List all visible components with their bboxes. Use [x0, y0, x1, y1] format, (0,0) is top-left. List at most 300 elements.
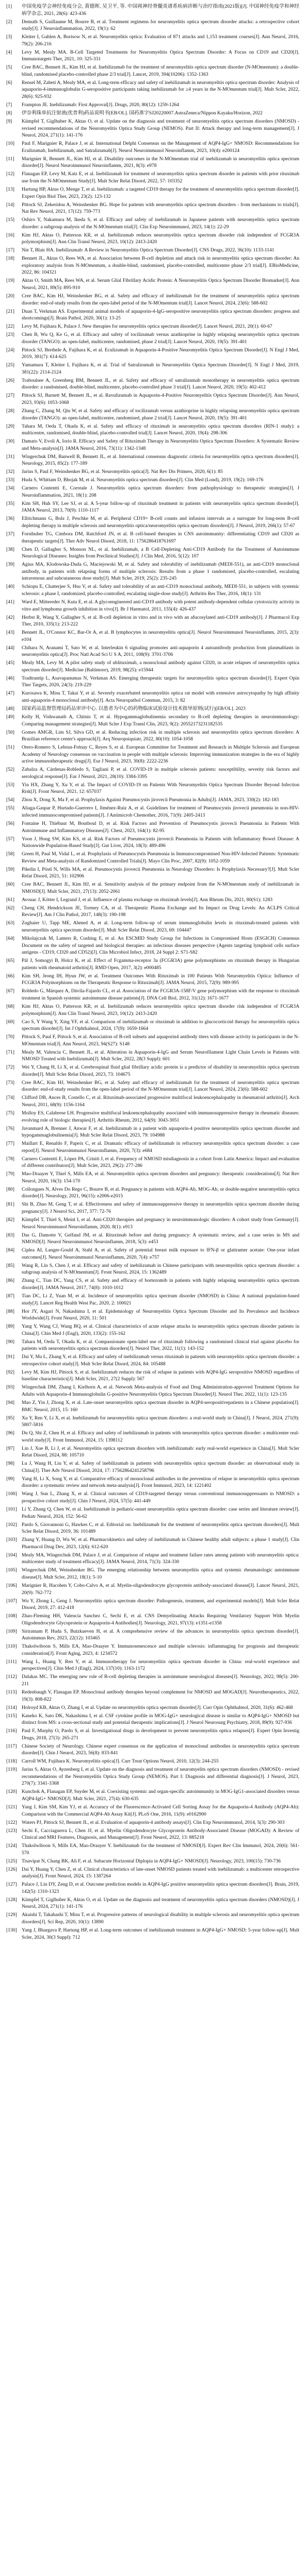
reference-text: Chinese Society of Neurology. Chinese expert consensus on the application of monoclonal antibodies in neuromyelitis optica spectrum disorder[J]. Chin J Neurol, 2023, 56(8): 833-841: [22, 1743, 299, 1756]
reference-item: [6, 836, 299, 850]
reference-number: [56]: [6, 821, 14, 827]
reference-text: Du Q, Shi Z, Chen H, et al. Efficacy and safety of inebilizumab in patients with neuromyelitis optica spectrum disorder: a multicenter real-world study[J]. Front Immunol, 2024, 15: 1398112: [22, 1430, 299, 1443]
reference-number: [103]: [6, 1537, 17, 1543]
reference-item: [6, 599, 299, 613]
reference-item: [6, 675, 299, 689]
reference-text: Rensel M, Zabeti A, Mealy MA, et al. Long-term efficacy and safety of inebilizumab in neuromyelitis optica spectrum disorder: Analysis of aquaporin-4-immunoglobulin G-seropositive participants taking inebilizumab for ≥4 years in the N-MOmentum trial[J]. Mult Scler, 2022, 28(6): 925-932: [22, 79, 299, 100]
reference-number: [45]: [6, 660, 14, 666]
reference-number: [74]: [6, 1095, 14, 1101]
reference-item: [6, 1019, 299, 1032]
reference-text: Nie T, Blair HA. Inebilizumab: A Review in Neuromyelitis Optica Spectrum Disorder[J]. CNS Drugs, 2022, 36(10): 1133-1141: [22, 247, 275, 253]
reference-number: [78]: [6, 1156, 14, 1162]
reference-number: [72]: [6, 1064, 14, 1071]
reference-text: Wang R, Lin S, Chen J, et al. Efficacy and safety of inebilizumab in Chinese participants with neuromyelitis optica spectrum disorder: a subgroup analysis of N-MOmentum[J]. Front Neurol, 2024, 15: 1362489: [22, 1262, 299, 1276]
reference-number: [126]: [6, 1866, 17, 1872]
reference-item: [6, 1064, 299, 1078]
reference-number: [108]: [6, 1613, 17, 1619]
reference-item: [6, 1858, 299, 1865]
reference-text: Yin HX, Zhang Y, Xu Y, et al. The Impact of COVID-19 on Patients With Neuromyelitis Optica Spectrum Disorder Beyond Infection Risk[J]. Front Neurol, 2021, 12: 657037: [22, 782, 299, 795]
reference-number: [84]: [6, 1247, 14, 1253]
reference-text: Chen B, Wu Q, Ke G, et al. Efficacy and safety of tocilizumab versus azathioprine in highly relapsing neuromyelitis optica spectrum disorder (TANGO): an open-label, multicentre, randomised, phase 2 trial[J]. Lancet Neurol, 2020, 19(5): 391-401: [22, 332, 299, 345]
reference-item: [6, 438, 299, 452]
reference-number: [92]: [6, 1369, 14, 1375]
reference-text: Zhou X, Dong X, Ma F, et al. Prophylaxis Against Pneumocystis jirovecii Pneumonia in Adults[J]. JAMA, 2023, 330(2): 182-183: [22, 797, 279, 803]
reference-text: Maillart E, Renaldo F, Papeix C, et al. Dramatic efficacy of inebilizumab in refractory neuromyelitis optica spectrum disorder: a case report[J]. Neurol Neuroimmunol Neuroinflamm, 2020, 7(3): e684: [22, 1141, 299, 1154]
reference-item: [6, 1323, 299, 1337]
reference-text: Xu Y, Ren Y, Li X, et al. Inebilizumab for neuromyelitis optica spectrum disorders: a real-world study in China[J]. J Neurol, 2024, 271(9): 5807-5816: [22, 1415, 299, 1428]
reference-item: [6, 973, 299, 987]
reference-text: Jarius S, Aktas O, Ayzenberg I, et al. Update on the diagnosis and treatment of neuromyelits optica spectrum disorders (NMOSD) - revised recommendations of the Neuromyelitis Optica Study Group (NEMOS). Part I: Diagnosis and differential diagnosis[J]. J Neurol, 2023, 270(7): 3341-3368: [22, 1767, 299, 1787]
reference-text: Tradtrantip L, Asavapanumas N, Verkman AS. Emerging therapeutic targets for neuromyelitis optica spectrum disorder[J]. Expert Opin Ther Targets, 2020, 24(3): 219-229: [22, 675, 299, 688]
reference-number: [128]: [6, 1896, 17, 1903]
reference-item: [6, 920, 299, 934]
reference-text: Thakolwiboon S, Mills EA, Mao-Draayer Y. Immunosenescence and multiple sclerosis: inflammaging for prognosis and therapeutic consideration[J]. Front Aging, 2023, 4: 1234572: [22, 1643, 299, 1656]
reference-text: Clifford DB, Ances B, Costello C, et al. Rituximab-associated progressive multifocal leukoencephalopathy in rheumatoid arthritis[J]. Arch Neurol, 2011, 68(9): 1156-1164: [22, 1095, 299, 1108]
reference-item: [6, 232, 299, 246]
reference-number: [17]: [6, 247, 14, 253]
reference-number: [37]: [6, 531, 14, 537]
reference-number: [1]: [6, 4, 12, 9]
reference-item: [6, 1369, 299, 1383]
reference-number: [75]: [6, 1110, 14, 1116]
reference-number: [107]: [6, 1598, 17, 1604]
reference-text: Wei Y, Chang H, Li X, et al. Cerebrospinal fluid glial fibrillary acidic protein is a predictor of disability in neuromyelitis optica spectrum disorder[J]. Mult Scler Relat Disord, 2023, 73: 104675: [22, 1064, 299, 1077]
reference-number: [70]: [6, 1034, 14, 1040]
reference-number: [6]: [6, 79, 12, 86]
reference-text: Lu J, Wang H, Liu Y, et al. Safety of inebilizumab in patients with neuromyelitis optica spectrum disorder: an observational study in China[J]. Ther Adv Neurol Disord, 2024, 17: 17562864241258796: [22, 1461, 299, 1473]
reference-text: Dai Y, Ma L, Zhang Y, et al. Efficacy and safety of inebilizumab versus rituximab in patients with neuromyelitis optica spectrum disorder: a retrospective cohort study[J]. Mult Scler Relat Disord, 2024, 84: 105488: [22, 1354, 299, 1367]
reference-text: Otero-Romero S, Lebrun-Frénay C, Reyes S, et al. European Committee for Treatment and Research in Multiple Sclerosis and European Academy of Neurology consensus on vaccination in people with multiple sclerosis: Improving immunization strategies in the era of highly active immunotherapeutic drugs[J]. Eur J Neurol, 2023, 30(8): 2222-2236: [22, 744, 299, 765]
reference-item: [6, 392, 299, 406]
reference-item: [6, 766, 299, 780]
reference-text: Lin J, Xue B, Li J, et al. Neuromyelitis optica spectrum disorders with inebilizumab: early real-world experience in China[J]. Mult Scler Relat Disord, 2024, 88: 105710: [22, 1445, 299, 1459]
reference-number: [8]: [6, 110, 12, 116]
reference-number: [121]: [6, 1804, 17, 1810]
reference-item: [6, 515, 299, 529]
reference-item: [6, 1536, 299, 1550]
reference-text: Yoon J, Hong SW, Kim KS, et al. Risk Factors of Pneumocystis jirovecii Pneumonia in Patients with Inflammatory Bowel Disease: A Nationwide Population-Based Study[J]. Gut Liver, 2024, 18(3): 489-496: [22, 836, 299, 849]
reference-item: [6, 1842, 299, 1856]
reference-text: Wingerchuk DM, Zhang I, Kielhorn A, et al. Network Meta-analysis of Food and Drug Administration-approved Treatment Options for Adults with Aquaporin-4 Immunoglobulin G-positive Neuromyelitis Optica Spectrum Disorder[J]. Neurol Ther, 2022, 11(1): 123-135: [22, 1384, 299, 1397]
reference-number: [101]: [6, 1506, 17, 1513]
reference-number: [43]: [6, 630, 14, 636]
reference-number: [117]: [6, 1743, 17, 1749]
reference-number: [122]: [6, 1819, 17, 1825]
reference-item: [6, 3, 299, 17]
reference-item: [6, 1262, 299, 1276]
reference-item: [6, 629, 299, 643]
reference-text: Molloy ES, Calabrese LH. Progressive multifocal leukoencephalopathy associated with immunosuppressive therapy in rheumatic diseases: evolving role of biologic therapies[J]. Arthritis Rheum, 2012, 64(9): 3043-3051: [22, 1110, 299, 1123]
reference-text: Paul F, Murphy O, Pardo S, et al. Investigational drugs in development to prevent neuromyelitis optica relapses[J]. Expert Opin Investig Drugs, 2018, 27(3): 265-271: [22, 1728, 299, 1741]
reference-number: [58]: [6, 851, 14, 857]
reference-text: Cree BAC, Bennett JL, Kim HJ, et al. Sensitivity analysis of the primary endpoint from the N-MOmentum study of inebilizumab in NMOSD[J]. Mult Scler, 2021, 27(13): 2052-2061: [22, 882, 299, 894]
reference-text: Wang J, Sun L, Zhang X, et al. Clinical outcomes of CD19-targeted therapy versus conventional immunosuppressants in NMOSD: a prospective cohort study[J]. Chin J Neurol, 2024, 57(5): 441-449: [22, 1491, 299, 1504]
reference-text: Kim SH, Huh SY, Lee SJ, et al. A 5-year follow-up of rituximab treatment in patients with neuromyelitis optica spectrum disorder[J]. JAMA Neurol, 2013, 70(9): 1110-1117: [22, 500, 299, 514]
reference-number: [16]: [6, 232, 14, 238]
reference-number: [27]: [6, 393, 14, 399]
reference-item: [6, 1658, 299, 1672]
reference-text: Robledo G, Márquez A, Dávila-Fajardo CL, et al. Association of the FCGR3A-158F/V gene polymorphism with the response to rituximab treatment in Spanish systemic autoimmune disease patients[J]. DNA Cell Biol, 2012, 31(12): 1671-1677: [22, 988, 299, 1001]
reference-item: [6, 1232, 299, 1246]
reference-text: Bennett JL, Aktas O, Rees WA, et al. Association between B-cell depletion and attack risk in neuromyelitis optica spectrum disorder: An exploratory analysis from N-MOmentum, a double-blind, randomised, placebo-controlled, multicentre phase 2/3 trial[J]. EBioMedicine, 2022, 86: 104321: [22, 256, 299, 276]
reference-number: [59]: [6, 866, 14, 872]
reference-number: [7]: [6, 102, 12, 108]
reference-item: [6, 277, 299, 291]
reference-number: [61]: [6, 896, 14, 903]
reference-text: Wu Y, Zhong L, Geng J. Neuromyelitis optica spectrum disorder: Pathogenesis, treatment, and experimental models[J]. Mult Scler Relat Disord, 2019, 27: 412-418: [22, 1598, 299, 1611]
reference-item: [6, 118, 299, 139]
reference-number: [130]: [6, 1927, 17, 1934]
reference-text: Hartung HP, Aktas O, Menge T, et al. Inebilizumab: a targeted CD19 therapy for the treatment of neuromyelitis optica spectrum disorder[J]. Expert Opin Biol Ther, 2023, 23(2): 123-132: [22, 186, 299, 199]
reference-text: Pittock S, Paul F, Pittock S, et al. Association of B-cell subsets and aquaporin4 antibody titers with disease activity in participants in the N-MOmentum trial[J]. Ann Neurol, 2023, 94(S27): S148: [22, 1034, 299, 1047]
reference-item: [6, 645, 299, 658]
reference-text: Flanagan EP, Levy M, Katz E, et al. Inebilizumab for treatment of neuromyelitis optica spectrum disorder in patients with prior rituximab use from the N-MOmentum Study[J]. Mult Scler Relat Disord, 2022, 57: 103352: [22, 171, 299, 184]
reference-number: [26]: [6, 377, 14, 383]
reference-item: [6, 362, 299, 376]
reference-item: [6, 49, 299, 63]
reference-item: [6, 347, 299, 361]
reference-text: 中国免疫学会神经免疫分会, 黄德晖, 吴卫平, 等. 中国视神经脊髓炎谱系疾病诊断与治疗指南(2021版)[J]. 中国神经免疫学和神经病学杂志, 2021, 28(6): 423-436: [22, 4, 299, 16]
reference-text: Carnero Contentti E, López PA, Criniti J, et al. Frequency of NMOSD misdiagnosis in a cohort from Latin America: Impact and evaluation of different contributors[J]. Mult Scler, 2023, 29(2): 277-286: [22, 1156, 299, 1169]
reference-item: [6, 1094, 299, 1108]
reference-text: Kaneko K, Sato DK, Nakashima I, et al. CSF cytokine profile in MOG-IgG+ neurological disease is similar to AQP4-IgG+ NMOSD but distinct from MS: a cross-sectional study and potential therapeutic implications[J]. J Neurol Neurosurg Psychiatry, 2018, 89(9): 927-936: [22, 1713, 299, 1726]
reference-number: [49]: [6, 714, 14, 720]
reference-text: Kim SH, Jeong IH, Hyun JW, et al. Treatment Outcomes With Rituximab in 100 Patients With Neuromyelitis Optica: Influence of FCGR3A Polymorphisms on the Therapeutic Response to Rituximab[J]. JAMA Neurol, 2015, 72(9): 989-995: [22, 973, 299, 986]
reference-text: Kim HJ, Aktas O, Patterson KR, et al. Inebilizumab reduces neuromyelitis optica spectrum disorder risk independent of FCGR3A polymorphism[J]. Ann Clin Transl Neurol, 2023, 10(12): 2413-2420: [22, 1003, 299, 1016]
reference-item: [6, 659, 299, 673]
reference-text: Cree BAC, Bennett JL, Kim HJ, et al. Inebilizumab for the treatment of neuromyelitis optica spectrum disorder (N-MOmentum): a double-blind, randomised placebo-controlled phase 2/3 trial[J]. Lancet, 2019, 394(10206): 1352-1363: [22, 64, 299, 77]
reference-number: [116]: [6, 1728, 17, 1734]
reference-item: [6, 1727, 299, 1741]
reference-item: [6, 331, 299, 345]
reference-number: [111]: [6, 1658, 17, 1665]
reference-item: [6, 33, 299, 47]
reference-text: Aktas O, Smith MA, Rees WA, et al. Serum Glial Fibrillary Acidic Protein: A Neuromyelitis Optica Spectrum Disorder Biomarker[J]. Ann Neurol, 2021, 89(5): 895-910: [22, 278, 299, 291]
reference-text: Agius MA, Klodowska-Duda G, Maciejowski M, et al. Safety and tolerability of inebilizumab (MEDI-551), an anti-CD19 monoclonal antibody, in patients with relapsing forms of multiple sclerosis: Results from a phase 1 randomised, placebo-controlled, escalating intravenous and subcutaneous dose study[J]. Mult Scler, 2019, 25(2): 235-245: [22, 562, 299, 582]
reference-text: Mao Z, Yin J, Zhong X, et al. Late-onset neuromyelitis optica spectrum disorder in AQP4-seropositivepatients in a Chinese population[J]. BMC Neurol, 2015, 15: 160: [22, 1399, 299, 1413]
reference-number: [14]: [6, 201, 14, 208]
reference-text: Mikolajczak M, Lamers R, Cushing E, et al. An ESCMID Study Group for Infections in Compromised Hosts (ESGICH) Consensus Document on the safety of targeted and biological therapies: an infectious diseases perspective (Agents targeting lymphoid cells surface antigens - CD19, CD20 and CD52)[J]. Clin Microbiol Infect, 2018, 24 Suppl 2: S71-S82: [22, 936, 299, 956]
reference-text: Mealy MA, Levy M. A pilot safety study of ublituximab, a monoclonal antibody against CD20, in acute relapses of neuromyelitis optica spectrum disorder[J]. Medicine (Baltimore), 2019, 98(25): e15944: [22, 660, 299, 673]
reference-item: [6, 1171, 299, 1184]
reference-number: [109]: [6, 1628, 17, 1634]
reference-number: [62]: [6, 905, 14, 911]
reference-item: [6, 1125, 299, 1139]
reference-item: [6, 1673, 299, 1687]
reference-item: [6, 1552, 299, 1566]
reference-text: Zhang Y, Huang D, Wu W, et al. Pharmacokinetics and safety of inebilizumab in Chinese healthy adult subjects: a phase 1 study[J]. Clin Pharmacol Drug Dev, 2023, 12(6): 612-620: [22, 1537, 299, 1550]
reference-text: Gomes AMGR, Lim SJ, Silva GD, et al. Reducing infection risk in multiple sclerosis and neuromyelitis optica spectrum disorders: A Brazilian reference center's approach[J]. Arq Neuropsiquiatr, 2022, 80(10): 1054-1058: [22, 729, 299, 742]
reference-number: [4]: [6, 49, 12, 55]
reference-text: Aliaga-Gaspar P, Hurtado-Guerrero I, Jiménez-Ruiz A, et al. Guidelines for treatment of Pneumocystis jirovecii pneumonia in non-HIV-infected immunocompromised patients[J]. J Antimicrob Chemother, 2016, 71(9): 2405-2413: [22, 805, 299, 819]
reference-item: [6, 19, 299, 32]
reference-text: Herbst R, Wang Y, Gallagher S, et al. B-cell depletion in vitro and in vivo with an afucosylated anti-CD19 antibody[J]. J Pharmacol Exp Ther, 2010, 335(1): 213-222: [22, 614, 299, 628]
reference-item: [6, 1827, 299, 1841]
reference-text: Tian DC, Li Z, Yuan M, et al. Incidence of neuromyelitis optica spectrum disorder (NMOSD) in China: A national population-based study[J]. Lancet Reg Health West Pac, 2020, 2: 100021: [22, 1293, 299, 1306]
reference-number: [89]: [6, 1324, 14, 1330]
reference-number: [44]: [6, 645, 14, 651]
reference-text: Yang J, Kim SM, Kim YJ, et al. Accuracy of the Fluorescence-Activated Cell Sorting Assay for the Aquaporin-4 Antibody (AQP4-Ab): Comparison with the Commercial AQP4-Ab Assay Kit[J]. PLoS One, 2016, 11(9): e0162900: [22, 1804, 299, 1817]
reference-item: [6, 1704, 299, 1711]
reference-item: [6, 377, 299, 391]
reference-item: [6, 1927, 299, 1941]
reference-number: [36]: [6, 516, 14, 522]
reference-item: [6, 1156, 299, 1170]
reference-text: Paul F, Marignier R, Palace J, et al. International Delphi Consensus on the Management of AQP4-IgG+ NMOSD: Recommendations for Eculizumab, Inebilizumab, and Satralizumab[J]. Neurol Neuroimmunol Neuroinflamm, 2023, 10(4): e200124: [22, 141, 299, 154]
reference-item: [6, 1613, 299, 1626]
reference-item: [6, 1338, 299, 1352]
reference-text: Cree BAC, Kim HJ, Weinshenker BG, et al. Safety and efficacy of inebilizumab for the treatment of neuromyelitis optica spectrum disorder: end-of-study results from the open-label period of the N-MOmentum trial[J]. Lancet Neurol, 2024, 23(6): 588-602: [22, 293, 299, 306]
reference-number: [127]: [6, 1882, 17, 1888]
reference-number: [68]: [6, 1003, 14, 1009]
reference-number: [120]: [6, 1789, 17, 1795]
reference-number: [42]: [6, 614, 14, 620]
reference-item: [6, 1430, 299, 1444]
reference-item: [6, 293, 299, 307]
reference-text: Kümpfel T, Giglhuber K, Aktas O, et al. Update on the diagnosis and treatment of neuromyelitis optica spectrum disorders (NMOSD)[J]. J Neurol, 2024, 271(1): 141-176: [22, 1896, 299, 1910]
reference-number: [100]: [6, 1491, 17, 1497]
reference-text: Huda S, Whittam D, Bhojak M, et al. Neuromyelitis optica spectrum disorders[J]. Clin Med (Lond), 2019, 19(2): 169-176: [22, 477, 264, 483]
reference-text: Forsthuber TG, Cimbora DM, Ratchford JN, et al. B cell-based therapies in CNS autoimmunity: differentiating CD19 and CD20 as therapeutic targets[J]. Ther Adv Neurol Disord, 2018, 11: 1756286418761697: [22, 531, 299, 544]
reference-number: [81]: [6, 1201, 14, 1208]
reference-item: [6, 468, 299, 476]
reference-text: Wingerchuk DM, Weinshenker BG. The emerging relationship between neuromyelitis optica and systemic rheumatologic autoimmune disease[J]. Mult Scler, 2012, 18(1): 5-10: [22, 1567, 299, 1580]
reference-number: [15]: [6, 217, 14, 223]
reference-item: [6, 1384, 299, 1398]
reference-text: Mao-Draayer Y, Thiel S, Mills EA, et al. Neuromyelitis optica spectrum disorders and pregnancy: therapeutic considerations[J]. Nat Rev Neurol, 2020, 16(3): 154-170: [22, 1171, 299, 1184]
reference-item: [6, 1643, 299, 1657]
reference-item: [6, 729, 299, 743]
reference-text: Jarius S, Paul F, Weinshenker BG, et al. Neuromyelitis optica[J]. Nat Rev Dis Primers, 2020, 6(1): 85: [22, 469, 223, 475]
reference-item: [6, 957, 299, 971]
reference-text: Zabalza A, Cárdenas-Robledo S, Tagliani P, et al. COVID-19 in multiple sclerosis patients: susceptibility, severity risk factors and serological response[J]. Eur J Neurol, 2021, 28(10): 3384-3395: [22, 767, 299, 779]
reference-number: [54]: [6, 797, 14, 803]
reference-number: [118]: [6, 1758, 17, 1765]
reference-item: [6, 1743, 299, 1757]
reference-item: [6, 1804, 299, 1818]
reference-item: [6, 1766, 299, 1787]
reference-text: Pittock SJ, Barnett M, Bennett JL, et al. Ravulizumab in Aquaporin-4-Positive Neuromyelitis Optica Spectrum Disorder[J]. Ann Neurol, 2023, 93(6): 1053-1068: [22, 393, 299, 406]
reference-number: [29]: [6, 423, 14, 429]
reference-number: [31]: [6, 453, 14, 460]
reference-item: [6, 1713, 299, 1726]
reference-text: Green H, Paul M, Vidal L, et al. Prophylaxis of Pneumocystis Pneumonia in Immunocompromised Non-HIV-Infected Patients: Systematic Review and Meta-analysis of Randomized Controlled Trials[J]. Mayo Clin Proc, 2007, 82(9): 1052-1059: [22, 851, 299, 864]
reference-item: [6, 1353, 299, 1367]
reference-number: [35]: [6, 500, 14, 506]
reference-item: [6, 1399, 299, 1413]
reference-item: [6, 1582, 299, 1596]
reference-text: Chihara N, Aranami T, Sato W, et al. Interleukin 6 signaling promotes anti-aquaporin 4 autoantibody production from plasmablasts in neuromyelitis optica[J]. Proc Natl Acad Sci U S A, 2011, 108(9): 3701-3706: [22, 645, 299, 658]
reference-text: 国家药品监督管理局药品审评中心. 以患者为中心的药物临床试验设计技术指导原则(试行)[EB/OL]. 2023: [22, 705, 246, 711]
reference-text: Yang J, Bhargava P, Hartung HP, et al. Long-term outcomes of inebilizumab treatment in AQP4-IgG+ NMOSD: 5-year follow-up[J]. Mult Scler, 2024, 30(3 Suppl): 712: [22, 1927, 299, 1940]
reference-text: Collongues N, Alves Do Rego C, Bourre B, et al. Pregnancy in patients with AQP4-Ab, MOG-Ab, or double-negative neuromyelitis optica disorder[J]. Neurology, 2021, 96(15): e2006-e2015: [22, 1186, 299, 1199]
reference-text: Akaishi T, Takahashi T, Misu T, et al. Progressive patterns of neurological disability in multiple sclerosis and neuromyelitis optica spectrum disorders[J]. Sci Rep, 2020, 10(1): 13890: [22, 1912, 299, 1925]
reference-text: Siriratnam P, Huda S, Butzkueven H, et al. A comprehensive review of the advances in neuromyelitis optica spectrum disorder[J]. Autoimmun Rev, 2023, 22(12): 103465: [22, 1628, 299, 1641]
reference-item: [6, 1415, 299, 1429]
reference-number: [129]: [6, 1912, 17, 1918]
reference-text: Dalakas MC. The emerging new role of B-cell depleting therapies in autoimmune neurological diseases[J]. Neurology, 2022, 98(5): 200-211: [22, 1674, 299, 1687]
reference-item: [6, 1186, 299, 1200]
reference-number: [97]: [6, 1445, 14, 1451]
reference-number: [123]: [6, 1827, 17, 1834]
reference-text: Holroyd KB, Aktas O, Zhang I, et al. Update on neuromyelitis optica spectrum disorder[J]. Curr Opin Ophthalmol, 2020, 31(6): 462-468: [22, 1704, 293, 1710]
reference-text: Levy M, Mealy MA. B-Cell Targeted Treatments for Neuromyelitis Optica Spectrum Disorder: A Focus on CD19 and CD20[J]. Immunotargets Ther, 2021, 10: 325-331: [22, 49, 299, 62]
reference-item: [6, 546, 299, 560]
reference-item: [6, 110, 299, 117]
reference-number: [3]: [6, 34, 12, 40]
reference-number: [50]: [6, 729, 14, 735]
reference-text: Carroll WM, Fujihara K. Neuromyelitis optica[J]. Curr Treat Options Neurol, 2010, 12(3): 244-255: [22, 1758, 219, 1765]
reference-number: [34]: [6, 485, 14, 492]
reference-text: Pikelin I, Pöstl N, Wills MA, et al. Pneumocystis jirovecii Pneumonia in Neurology Disorders: Is Prophylaxis Necessary?[J]. Mult Scler Relat Disord, 2021, 51: 102906: [22, 866, 299, 879]
reference-item: [6, 64, 299, 78]
reference-item: [6, 935, 299, 956]
reference-text: Zughaier U, Tapp ME, Ahmed A, et al. Long-term follow-up of serum immunoglobulin levels in rituximab-treated patients with neuromyelitis optica spectrum disorder[J]. Mult Scler Relat Disord, 2023, 69: 104447: [22, 920, 299, 934]
reference-item: [6, 561, 299, 582]
reference-text: Kurosawa K, Misu T, Takai Y, et al. Severely exacerbated neuromyelitis optica rat model with extensive astrocytopathy by high affinity anti-aquaporin-4 monoclonal antibody[J]. Acta Neuropathol Commun, 2015, 3: 82: [22, 690, 299, 703]
reference-item: [6, 255, 299, 276]
reference-text: Marignier R, Bennett JL, Kim HJ, et al. Disability outcomes in the N-MOmentum trial of inebilizumab in neuromyelitis optica spectrum disorder[J]. Neurol Neuroimmunol Neuroinflamm, 2021, 8(3): e978: [22, 156, 299, 169]
reference-number: [64]: [6, 936, 14, 942]
reference-text: Schiopu E, Chatterjee S, Hsu V, et al. Safety and tolerability of an anti-CD19 monoclonal antibody, MEDI-551, in subjects with systemic sclerosis: a phase I, randomized, placebo-controlled, escalating single-dose study[J]. Arthritis Res Ther, 2016, 18(1): 131: [22, 584, 299, 597]
reference-number: [51]: [6, 744, 14, 751]
reference-text: Pardo S, Giovannoni G, Hawkes C, et al. Editorial on: Inebilizumab for the treatment of neuromyelitis optica spectrum disorders[J]. Mult Scler Relat Disord, 2019, 36: 101489: [22, 1521, 299, 1535]
reference-number: [30]: [6, 438, 14, 445]
reference-number: [80]: [6, 1186, 14, 1192]
reference-text: Yang Y, Wang CJ, Wang BQ, et al. Clinical characteristics of acute relapse attacks in neuromyelitis optica spectrum disorder patients in China[J]. Chin Med J (Engl), 2020, 133(2): 155-162: [22, 1324, 299, 1336]
reference-item: [6, 896, 299, 904]
reference-text: Zhao-Fleming HH, Valencia Sanchez C, Sechi E, et al. CNS Demyelinating Attacks Requiring Ventilatory Support With Myelin Oligodendrocyte Glycoprotein or Aquaporin-4 Antibodies[J]. Neurology, 2021, 97(13): e1351-e1358: [22, 1613, 299, 1626]
reference-item: [6, 1445, 299, 1459]
reference-item: [6, 851, 299, 865]
reference-text: Pál J, Somogyi B, Holcz K, et al. Effect of Fcgamma-receptor 3a (FCGR3A) gene polymorphisms on rituximab therapy in Hungarian patients with rheumatoid arthritis[J]. RMD Open, 2017, 3(2): e000485: [22, 958, 299, 971]
reference-item: [6, 905, 299, 919]
reference-text: Damato V, Evoli A, Iorio R. Efficacy and Safety of Rituximab Therapy in Neuromyelitis Optica Spectrum Disorders: A Systematic Review and Meta-analysis[J]. JAMA Neurol, 2016, 73(11): 1342-1348: [22, 438, 299, 451]
reference-item: [6, 1788, 299, 1802]
reference-number: [28]: [6, 408, 14, 414]
reference-item: [6, 485, 299, 499]
reference-number: [12]: [6, 171, 14, 177]
reference-item: [6, 1460, 299, 1474]
reference-number: [88]: [6, 1308, 14, 1314]
reference-number: [114]: [6, 1704, 17, 1710]
reference-number: [55]: [6, 805, 14, 811]
reference-item: [6, 1110, 299, 1124]
reference-text: Thakolwiboon S, Mills EA, Mao-Draayer Y. Inebilizumab for the treatment of NMOSD[J]. Expert Rev Clin Immunol, 2024, 20(6): 561-570: [22, 1843, 299, 1856]
reference-text: Tahara M, Oeda T, Okada K, et al. Compassionate open-label use of rituximab following a randomised clinical trial against placebo for patients with neuromyelitis optica spectrum disorders[J]. Neurol Ther, 2022, 11(1): 143-152: [22, 1338, 299, 1352]
reference-text: Frampton JE. Inebilizumab: First Approval[J]. Drugs, 2020, 80(12): 1259-1264: [22, 102, 179, 108]
reference-text: Ciplea AI, Langer-Gould A, Stahl A, et al. Safety of potential breast milk exposure to IFN-β or glatiramer acetate: One-year infant outcomes[J]. Neurol Neuroimmunol Neuroinflamm, 2020, 7(4): e757: [22, 1247, 299, 1260]
reference-number: [79]: [6, 1171, 14, 1177]
reference-number: [106]: [6, 1582, 17, 1588]
reference-item: [6, 171, 299, 184]
reference-text: Yang H, Li X, Song Y, et al. Comparative efficacy of monoclonal antibodies in the prevention of relapse in neuromyelitis optica spectrum disorder: a systematic review and network meta-analysis[J]. Front Immunol, 2023, 14: 1221402: [22, 1476, 299, 1489]
reference-item: [6, 1911, 299, 1925]
reference-number: [33]: [6, 477, 14, 483]
reference-item: [6, 1216, 299, 1230]
reference-text: Zhang C, Zhang M, Qiu W, et al. Safety and efficacy of tocilizumab versus azathioprine in highly relapsing neuromyelitis optica spectrum disorder (TANGO): an open-label, multicentre, randomised, phase 2 trial[J]. Lancet Neurol, 2020, 19(5): 391-401: [22, 408, 299, 421]
reference-item: [6, 1490, 299, 1504]
reference-item: [6, 744, 299, 765]
reference-item: [6, 1819, 299, 1826]
reference-number: [19]: [6, 278, 14, 284]
reference-text: Fontaine H, Thiébaut M, Boutboul D, et al. Risk Factors and Prevention of Pneumocystis jirovecii Pneumonia in Patients With Autoimmune and Inflammatory Diseases[J]. Chest, 2023, 164(1): 82-95: [22, 821, 299, 834]
reference-item: [6, 1476, 299, 1489]
reference-number: [18]: [6, 256, 14, 262]
reference-number: [13]: [6, 186, 14, 192]
reference-text: Avouac J, Kötter I, Legrand J, et al. Influence of plasma exchange on rituximab levels[J]. Ann Rheum Dis, 2021, 80(S1): 1283: [22, 896, 273, 903]
reference-number: [24]: [6, 347, 14, 353]
reference-item: [6, 1079, 299, 1093]
reference-text: Levy M, Fujihara K, Palace J. New therapies for neuromyelitis optica spectrum disorder[J]. Lancet Neurol, 2021, 20(1): 60-67: [22, 324, 272, 330]
reference-item: [6, 201, 299, 215]
reference-text: Zhang C, Tian DC, Yang CS, et al. Safety and efficacy of bortezomib in patients with highly relapsing neuromyelitis optica spectrum disorder[J]. JAMA Neurol, 2017, 74(8): 1010-1012: [22, 1278, 299, 1291]
reference-number: [113]: [6, 1689, 17, 1695]
reference-number: [99]: [6, 1476, 14, 1482]
reference-text: Pittock SJ, Berthele A, Fujihara K, et al. Eculizumab in Aquaporin-4-Positive Neuromyelitis Optica Spectrum Disorder[J]. N Engl J Med, 2019, 381(7): 614-625: [22, 347, 299, 360]
reference-text: Kelly H, Vishwanath A, Chitnis T, et al. Hypogammaglobulinemia secondary to B-cell depleting therapies in neuroimmunology: Comparing management strategies[J]. Mult Scler J Exp Transl Clin, 2023, 9(2): 20552173231182535: [22, 714, 299, 727]
reference-item: [6, 1881, 299, 1895]
reference-number: [82]: [6, 1217, 14, 1223]
reference-number: [32]: [6, 469, 14, 475]
reference-item: [6, 186, 299, 200]
reference-number: [57]: [6, 836, 14, 842]
reference-item: [6, 408, 299, 421]
reference-item: [6, 1758, 299, 1765]
reference-text: Tahara M, Oeda T, Okada K, et al. Safety and efficacy of rituximab in neuromyelitis optica spectrum disorders (RIN-1 study): a multicentre, randomised, double-blind, placebo-controlled trial[J]. Lancet Neurol, 2020, 19(4): 298-306: [22, 423, 299, 436]
reference-item: [6, 101, 299, 109]
reference-item: [6, 156, 299, 170]
reference-list: [6, 3, 299, 1942]
reference-number: [102]: [6, 1521, 17, 1528]
reference-text: Kim HJ, Aktas O, Patterson KR, et al. Inebilizumab reduces neuromyelitis optica spectrum disorder risk independent of FCGR3A polymorphism[J]. Ann Clin Transl Neurol, 2023, 10(12): 2413-2420: [22, 232, 299, 245]
reference-number: [23]: [6, 332, 14, 338]
reference-number: [67]: [6, 988, 14, 994]
reference-number: [93]: [6, 1384, 14, 1391]
reference-item: [6, 1049, 299, 1063]
reference-text: Mealy MA, Wingerchuk DM, Palace J, et al. Comparison of relapse and treatment failure rates among patients with neuromyelitis optica: multicenter study of treatment efficacy[J]. JAMA Neurol, 2014, 71(3): 324-330: [22, 1552, 299, 1565]
reference-text: Pittock SJ, Zekeridou A, Weinshenker BG. Hope for patients with neuromyelitis optica spectrum disorders - from mechanisms to trials[J]. Nat Rev Neurol, 2021, 17(12): 759-773: [22, 201, 299, 215]
reference-item: [6, 1866, 299, 1880]
reference-number: [48]: [6, 705, 14, 711]
reference-number: [47]: [6, 690, 14, 697]
reference-text: Das G, Damotte V, Gelfand JM, et al. Rituximab before and during pregnancy: A systematic review, and a case series in MS and NMOSD[J]. Neurol Neuroimmunol Neuroinflamm, 2018, 5(3): e453: [22, 1232, 299, 1245]
reference-item: [6, 1896, 299, 1910]
reference-number: [98]: [6, 1461, 14, 1467]
reference-number: [73]: [6, 1079, 14, 1086]
reference-item: [6, 1003, 299, 1017]
reference-number: [46]: [6, 675, 14, 681]
reference-text: Duan T, Verkman AS. Experimental animal models of aquaporin-4-IgG-seropositive neuromyelitis optica spectrum disorders: progress and shortcomings[J]. Brain Pathol, 2020, 30(1): 13-25: [22, 308, 299, 321]
reference-text: Traboulsee A, Greenberg BM, Bennett JL, et al. Safety and efficacy of satralizumab monotherapy in neuromyelitis optica spectrum disorder: a randomised, double-blind, multicentre, placebo-controlled phase 3 trial[J]. Lancet Neurol, 2020, 19(5): 402-412: [22, 377, 299, 391]
reference-number: [119]: [6, 1767, 17, 1773]
reference-number: [85]: [6, 1262, 14, 1268]
reference-item: [6, 140, 299, 154]
reference-number: [20]: [6, 293, 14, 299]
reference-item: [6, 1201, 299, 1215]
reference-number: [25]: [6, 362, 14, 368]
reference-item: [6, 1033, 299, 1047]
reference-number: [104]: [6, 1552, 17, 1558]
reference-number: [52]: [6, 767, 14, 773]
reference-item: [6, 423, 299, 437]
reference-number: [66]: [6, 973, 14, 979]
reference-number: [112]: [6, 1674, 17, 1680]
reference-item: [6, 1506, 299, 1520]
reference-text: Demuth S, Guillaume M, Bourre B, et al. Treatment regimens for neuromyelitis optica spectrum disorder attacks: a retrospective cohort study[J]. J Neuroinflammation, 2022, 19(1): 62: [22, 19, 299, 32]
reference-number: [110]: [6, 1643, 17, 1650]
reference-item: [6, 1598, 299, 1612]
